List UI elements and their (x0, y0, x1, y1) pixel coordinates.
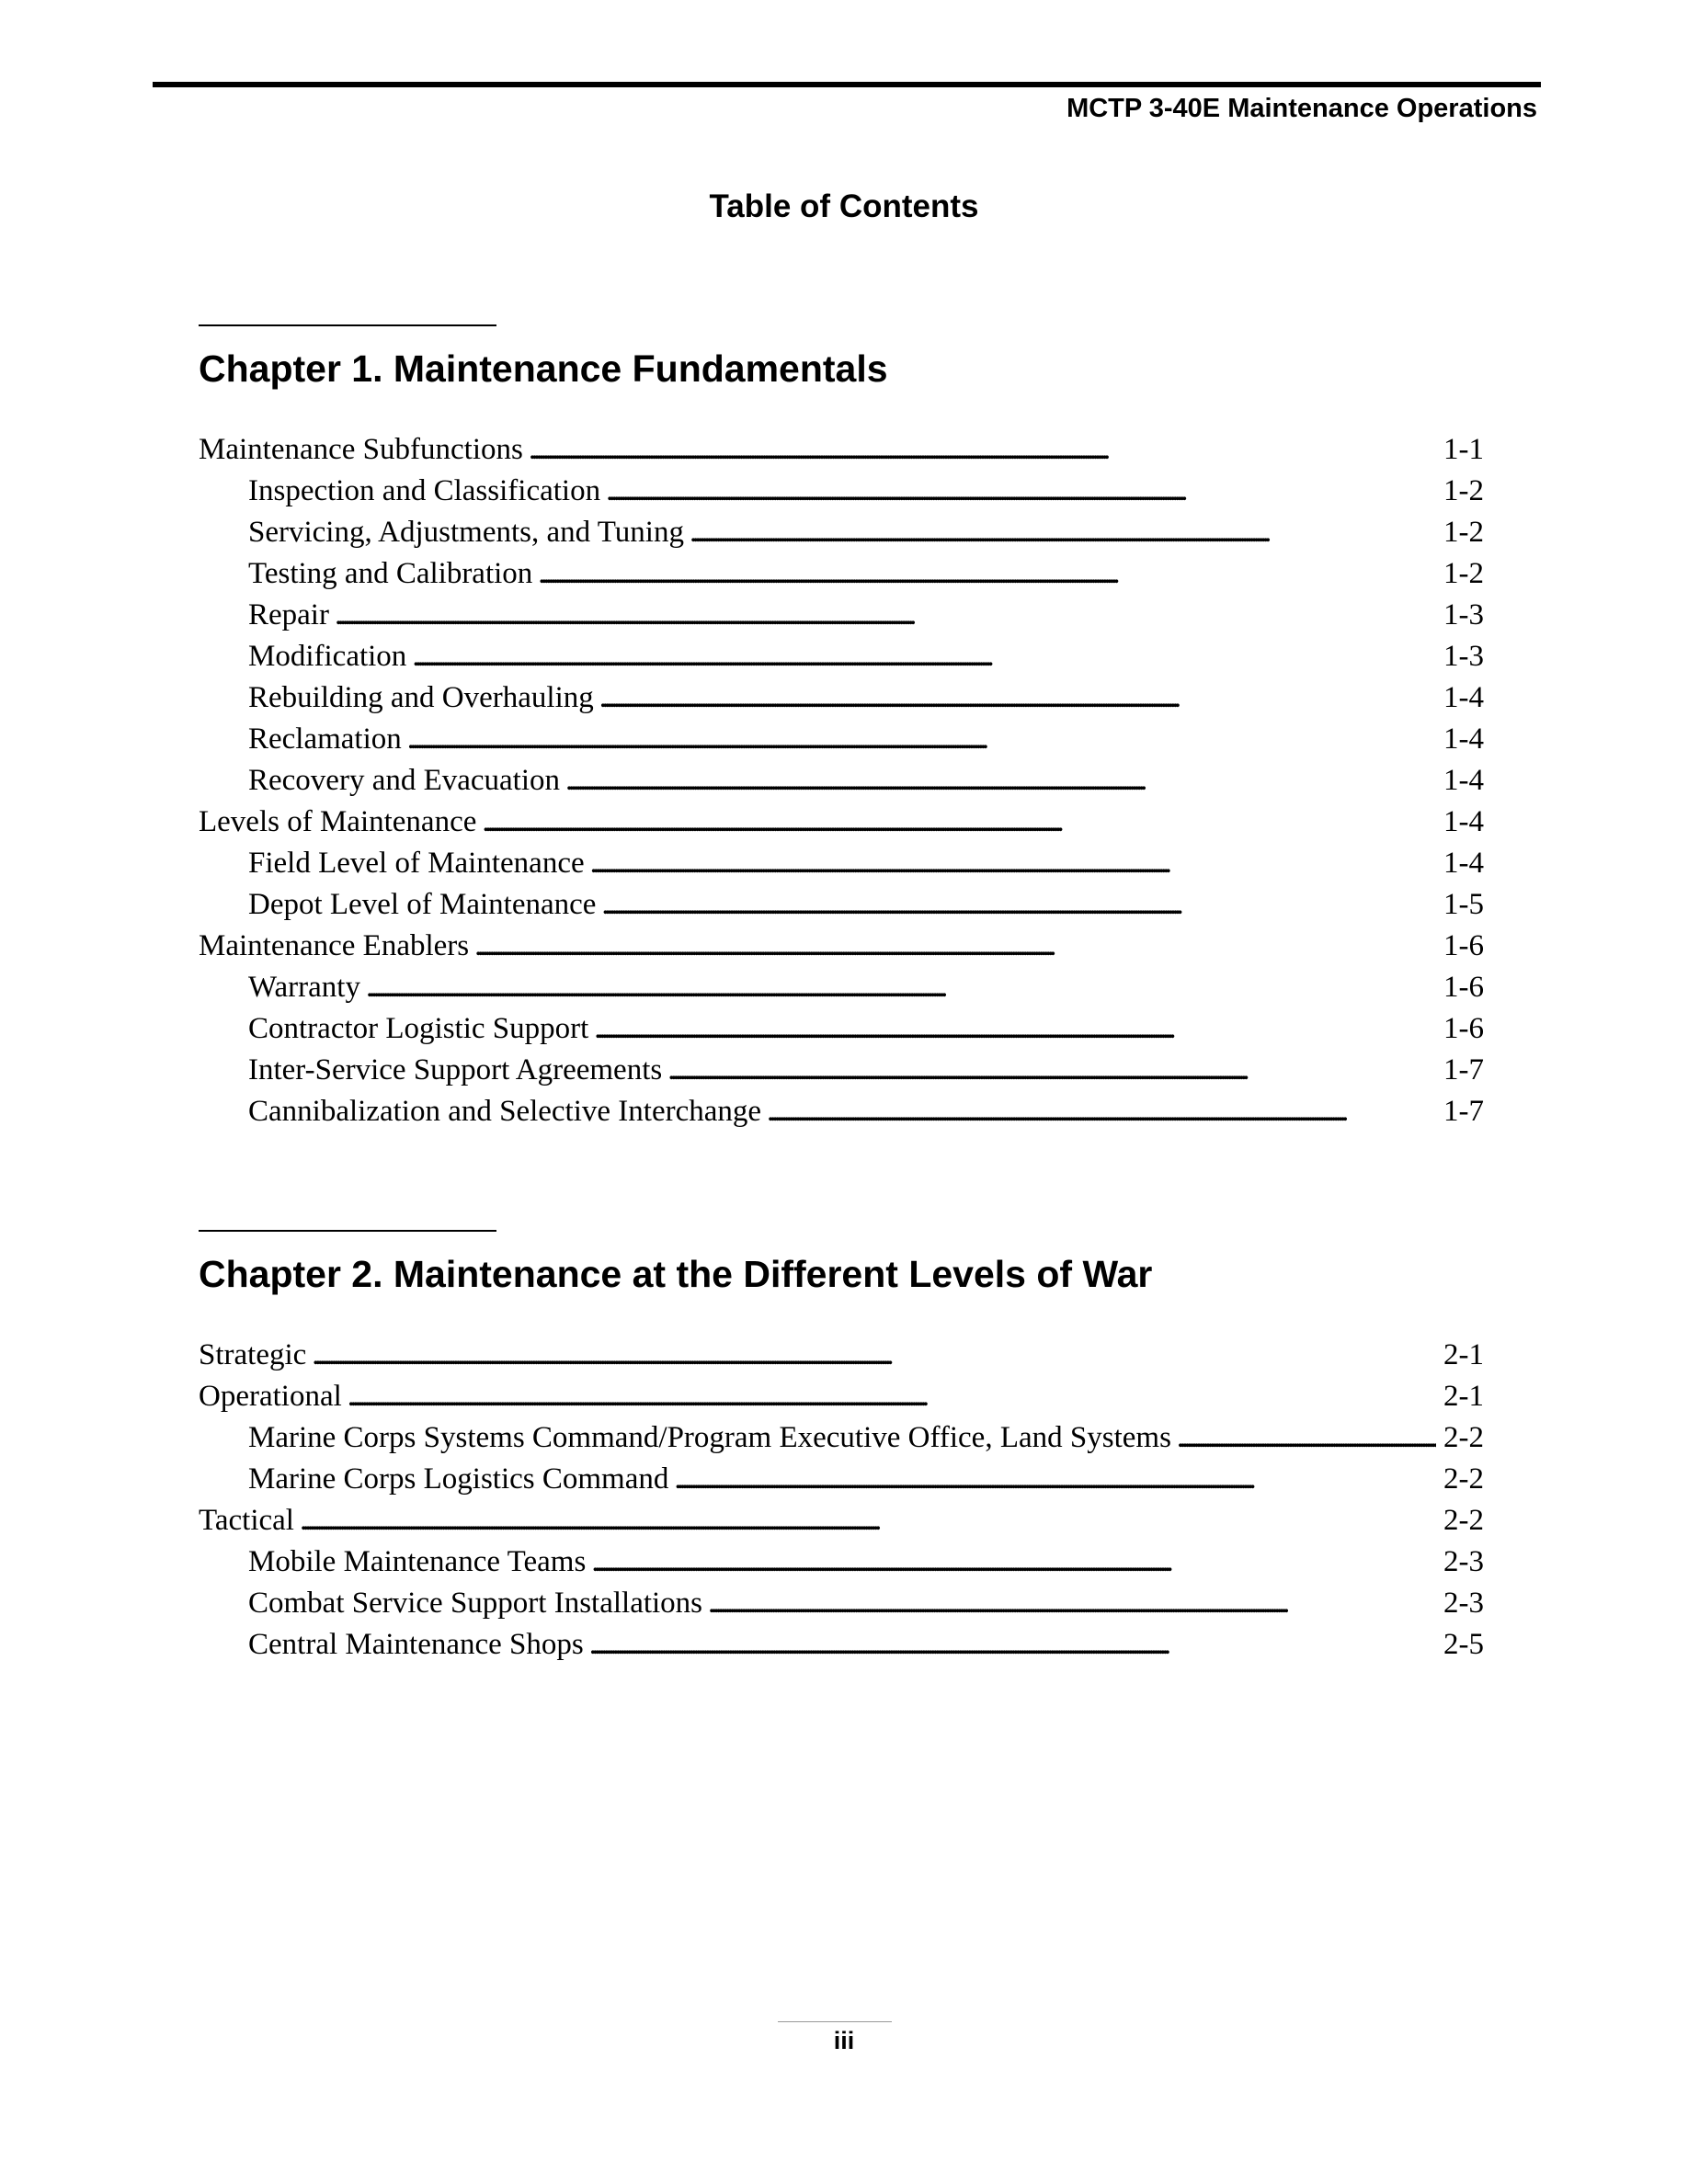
toc-entry-page: 1-1 (1443, 433, 1484, 466)
toc-entry-title: Maintenance Subfunctions (199, 433, 523, 466)
toc-entry-title: Depot Level of Maintenance (248, 888, 597, 921)
toc-entry-page: 2-2 (1443, 1421, 1484, 1454)
toc-entry-title: Rebuilding and Overhauling (248, 681, 594, 714)
toc-entry[interactable] (199, 1624, 1484, 1666)
toc-entry-page: 2-1 (1443, 1380, 1484, 1413)
toc-entry-page: 1-4 (1443, 805, 1484, 838)
toc-entry[interactable] (199, 512, 1484, 553)
dot-leader (594, 1008, 1436, 1050)
toc-entry[interactable] (199, 1417, 1484, 1459)
dot-leader (335, 595, 1436, 636)
toc-entry-page: 1-3 (1443, 598, 1484, 631)
toc-entry[interactable] (199, 843, 1484, 884)
dot-leader (366, 967, 1436, 1008)
toc-entry-page: 1-4 (1443, 847, 1484, 880)
dot-leader (601, 884, 1436, 926)
toc-entry[interactable] (199, 884, 1484, 926)
toc-entry[interactable] (199, 1008, 1484, 1050)
toc-entry[interactable] (199, 636, 1484, 677)
dot-leader (407, 719, 1436, 760)
dot-leader (767, 1091, 1436, 1132)
toc-entry-title: Field Level of Maintenance (248, 847, 585, 880)
toc-entry-title: Tactical (199, 1504, 294, 1537)
toc-entry-title: Cannibalization and Selective Interchange (248, 1095, 762, 1128)
toc-entry[interactable] (199, 595, 1484, 636)
toc-entry[interactable] (199, 471, 1484, 512)
toc-entry-title: Contractor Logistic Support (248, 1012, 589, 1045)
page-title: Table of Contents (709, 188, 979, 224)
chapter-section (199, 324, 1486, 1132)
dot-leader (606, 471, 1436, 512)
toc-entry[interactable] (199, 760, 1484, 802)
toc-entry-title: Marine Corps Systems Command/Program Executive Office, Land Systems (248, 1421, 1171, 1454)
toc-entry-title: Combat Service Support Installations (248, 1587, 703, 1620)
dot-leader (474, 926, 1436, 967)
dot-leader (348, 1376, 1436, 1417)
toc-entry-page: 1-7 (1443, 1095, 1484, 1128)
toc-entry[interactable] (199, 802, 1484, 843)
page-number: iii (833, 2027, 855, 2054)
dot-leader (599, 677, 1436, 719)
chapter-rule (199, 1230, 496, 1232)
dot-leader (667, 1050, 1436, 1091)
dot-leader (589, 1624, 1436, 1666)
dot-leader (690, 512, 1436, 553)
dot-leader (538, 553, 1436, 595)
toc-entry-title: Inspection and Classification (248, 474, 601, 507)
toc-entry-page: 1-4 (1443, 722, 1484, 756)
toc-entry-page: 2-2 (1443, 1462, 1484, 1496)
toc-entry-page: 2-2 (1443, 1504, 1484, 1537)
toc-entry-page: 1-4 (1443, 764, 1484, 797)
dot-leader (708, 1583, 1436, 1624)
toc-entry-title: Repair (248, 598, 329, 631)
dot-leader (312, 1335, 1436, 1376)
toc-entry-page: 1-2 (1443, 516, 1484, 549)
dot-leader (1177, 1417, 1436, 1459)
toc-entry-page: 1-5 (1443, 888, 1484, 921)
dot-leader (412, 636, 1436, 677)
toc-entry[interactable] (199, 926, 1484, 967)
toc-entries (199, 1335, 1484, 1666)
chapter-rule (199, 324, 496, 326)
toc-entry[interactable] (199, 1541, 1484, 1583)
dot-leader (482, 802, 1436, 843)
toc-entry-page: 2-1 (1443, 1338, 1484, 1371)
footer-rule (778, 2021, 892, 2022)
toc-entry-page: 2-3 (1443, 1545, 1484, 1578)
toc-entry[interactable] (199, 1500, 1484, 1541)
toc-entry-page: 1-4 (1443, 681, 1484, 714)
toc-entry-title: Strategic (199, 1338, 307, 1371)
toc-entry-title: Inter-Service Support Agreements (248, 1053, 663, 1086)
toc-entry[interactable] (199, 1376, 1484, 1417)
toc-entry-page: 1-7 (1443, 1053, 1484, 1086)
toc-entry[interactable] (199, 429, 1484, 471)
dot-leader (674, 1459, 1436, 1500)
toc-entry-title: Reclamation (248, 722, 402, 756)
toc-entry-page: 1-3 (1443, 640, 1484, 673)
toc-entry-page: 2-5 (1443, 1628, 1484, 1661)
toc-entry-title: Servicing, Adjustments, and Tuning (248, 516, 684, 549)
dot-leader (300, 1500, 1436, 1541)
chapter-heading: Chapter 1. Maintenance Fundamentals (199, 347, 888, 390)
toc-entry-title: Testing and Calibration (248, 557, 533, 590)
toc-entry-title: Mobile Maintenance Teams (248, 1545, 587, 1578)
toc-entry[interactable] (199, 719, 1484, 760)
dot-leader (591, 1541, 1436, 1583)
toc-entry-title: Central Maintenance Shops (248, 1628, 584, 1661)
toc-entry-title: Recovery and Evacuation (248, 764, 561, 797)
dot-leader (590, 843, 1436, 884)
toc-entry-page: 1-6 (1443, 1012, 1484, 1045)
toc-entry-title: Operational (199, 1380, 342, 1413)
toc-entry[interactable] (199, 553, 1484, 595)
header-rule (153, 82, 1541, 87)
toc-entries (199, 429, 1484, 1132)
toc-entry-page: 1-6 (1443, 971, 1484, 1004)
toc-entry[interactable] (199, 1091, 1484, 1132)
toc-entry[interactable] (199, 1583, 1484, 1624)
toc-entry-title: Maintenance Enablers (199, 929, 470, 962)
toc-entry[interactable] (199, 967, 1484, 1008)
header-title: MCTP 3-40E Maintenance Operations (1066, 94, 1537, 123)
toc-entry-page: 1-2 (1443, 557, 1484, 590)
toc-entry-title: Levels of Maintenance (199, 805, 477, 838)
toc-entry-title: Modification (248, 640, 407, 673)
chapter-heading: Chapter 2. Maintenance at the Different Levels of War (199, 1253, 1153, 1295)
toc-entry-page: 1-6 (1443, 929, 1484, 962)
toc-entry[interactable] (199, 1335, 1484, 1376)
toc-entry-page: 2-3 (1443, 1587, 1484, 1620)
dot-leader (529, 429, 1436, 471)
dot-leader (565, 760, 1436, 802)
toc-entry-page: 1-2 (1443, 474, 1484, 507)
chapter-section (199, 1230, 1486, 1666)
toc-entry-title: Warranty (248, 971, 360, 1004)
toc-entry[interactable] (199, 1459, 1484, 1500)
toc-entry[interactable] (199, 677, 1484, 719)
toc-entry[interactable] (199, 1050, 1484, 1091)
toc-entry-title: Marine Corps Logistics Command (248, 1462, 669, 1496)
